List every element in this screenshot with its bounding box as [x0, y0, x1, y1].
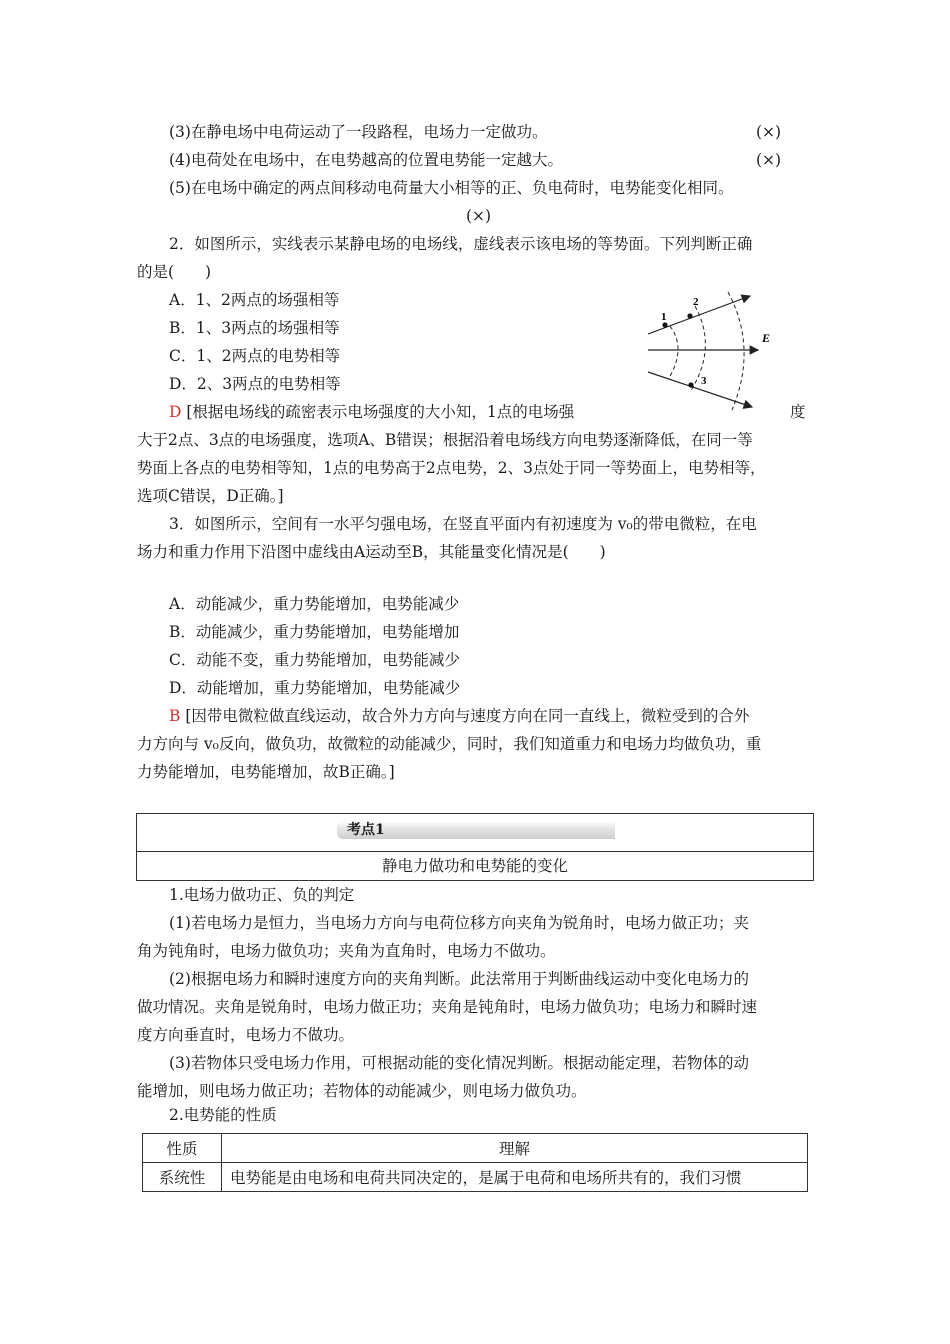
q2-explanation-line1-end: 度 [790, 403, 806, 421]
body-heading-1: 1.电场力做功正、负的判定 [169, 886, 355, 904]
point-1-dot [662, 322, 667, 327]
table-cell-understanding: 电势能是由电场和电荷共同决定的，是属于电荷和电场所共有的，我们习惯 [222, 1163, 808, 1192]
q2-answer: D [169, 403, 182, 421]
field-label-e: E [762, 331, 771, 345]
q3-answer: B [169, 707, 181, 725]
property-table [142, 1133, 808, 1192]
judge-item-4: (4)电荷处在电场中，在电势越高的位置电势能一定越大。 [169, 151, 563, 169]
judge-item-5: (5)在电场中确定的两点间移动电荷量大小相等的正、负电荷时，电势能变化相同。 [169, 179, 734, 197]
body-p2-line1: (2)根据电场力和瞬时速度方向的夹角判断。此法常用于判断曲线运动中变化电场力的 [169, 970, 749, 988]
table-row [143, 1163, 808, 1192]
body-p2-line2: 做功情况。夹角是锐角时，电场力做正功；夹角是钝角时，电场力做负功；电场力和瞬时速 [137, 998, 758, 1016]
q2-option-a: A．1、2两点的场强相等 [169, 291, 340, 309]
q2-explanation-text1: [根据电场线的疏密表示电场强度的大小知，1点的电场强 [186, 403, 575, 421]
body-p3-line2: 能增加，则电场力做正功；若物体的动能减少，则电场力做负功。 [137, 1082, 587, 1100]
q3-explanation-line3: 力势能增加，电势能增加，故B正确。] [137, 763, 395, 781]
q3-option-a: A．动能减少，重力势能增加，电势能减少 [169, 595, 460, 613]
point-3-dot [688, 382, 693, 387]
table-header-row [143, 1134, 808, 1163]
q2-explanation-line3: 势面上各点的电势相等知，1点的电势高于2点电势，2、3点处于同一等势面上，电势相等， [137, 459, 766, 477]
table-header-understanding: 理解 [222, 1134, 808, 1163]
q3-explanation-line2: 力方向与 v₀反向，做负功，故微粒的动能减少，同时，我们知道重力和电场力均做负功，重 [137, 735, 762, 753]
point-2-label: 2 [693, 296, 699, 308]
table-cell-property: 系统性 [143, 1163, 222, 1192]
judge-mark-3: (×) [756, 123, 782, 141]
section-header-box [136, 813, 814, 881]
body-p1-line2: 角为钝角时，电场力做负功；夹角为直角时，电场力不做功。 [137, 942, 556, 960]
body-heading-2: 2.电势能的性质 [169, 1106, 277, 1124]
q3-option-c: C．动能不变，重力势能增加，电势能减少 [169, 651, 460, 669]
q3-explanation-line1 [169, 705, 849, 727]
equipotential-3 [728, 292, 744, 410]
q2-option-b: B．1、3两点的场强相等 [169, 319, 340, 337]
q2-option-c: C．1、2两点的电势相等 [169, 347, 341, 365]
point-2-dot [687, 313, 692, 318]
section-tag-label: 考点1 [347, 822, 385, 838]
body-p3-line1: (3)若物体只受电场力作用，可根据动能的变化情况判断。根据动能定理，若物体的动 [169, 1054, 749, 1072]
q3-stem-line2: 场力和重力作用下沿图中虚线由A运动至B，其能量变化情况是( ) [137, 543, 606, 561]
q2-stem-line2: 的是( ) [137, 263, 212, 281]
q3-explanation-text1: [因带电微粒做直线运动，故合外力方向与速度方向在同一直线上，微粒受到的合外 [185, 707, 750, 725]
q2-option-d: D．2、3两点的电势相等 [169, 375, 341, 393]
table-header-property: 性质 [143, 1134, 222, 1163]
q2-explanation-line1 [169, 401, 849, 423]
q2-field-figure [640, 288, 780, 416]
q2-stem-line1: 2．如图所示，实线表示某静电场的电场线，虚线表示该电场的等势面。下列判断正确 [169, 235, 753, 253]
section-tag [337, 821, 615, 839]
q2-explanation-line4: 选项C错误，D正确。] [137, 487, 284, 505]
judge-item-3: (3)在静电场中电荷运动了一段路程，电场力一定做功。 [169, 123, 548, 141]
judge-mark-5: (×) [466, 207, 492, 225]
section-title: 静电力做功和电势能的变化 [381, 857, 568, 875]
q3-option-d: D．动能增加，重力势能增加，电势能减少 [169, 679, 461, 697]
point-3-label: 3 [701, 375, 707, 387]
equipotential-1 [670, 326, 678, 376]
point-1-label: 1 [661, 311, 667, 323]
judge-mark-4: (×) [756, 151, 782, 169]
body-p1-line1: (1)若电场力是恒力，当电场力方向与电荷位移方向夹角为锐角时，电场力做正功；夹 [169, 914, 749, 932]
body-p2-line3: 度方向垂直时，电场力不做功。 [137, 1026, 355, 1044]
q3-option-b: B．动能减少，重力势能增加，电势能增加 [169, 623, 460, 641]
q3-stem-line1: 3．如图所示，空间有一水平匀强电场，在竖直平面内有初速度为 v₀的带电微粒，在电 [169, 515, 757, 533]
q2-explanation-line2: 大于2点、3点的电场强度，选项A、B错误；根据沿着电场线方向电势逐渐降低，在同一等 [137, 431, 753, 449]
